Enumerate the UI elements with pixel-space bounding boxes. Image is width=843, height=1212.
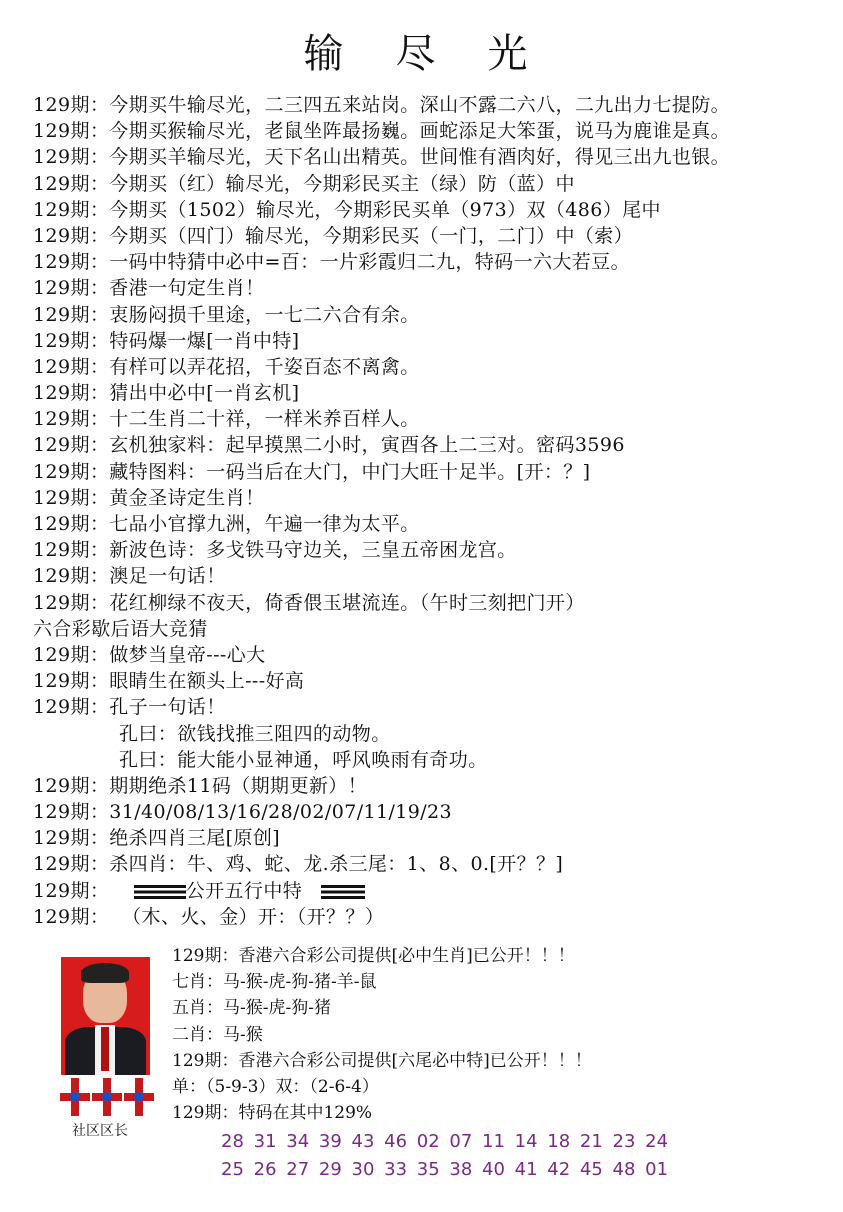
text-line: 129期：期期绝杀11码（期期更新）！ xyxy=(33,774,368,797)
text-line: 129期：七品小官撑九洲，午遍一律为太平。 xyxy=(33,513,420,535)
number-row: 25 26 27 29 30 33 35 38 40 41 42 45 48 01 xyxy=(221,1159,669,1180)
quote-line: 孔曰：能大能小显神通，呼风唤雨有奇功。 xyxy=(119,748,488,771)
text-line: 129期：特码爆一爆[一肖中特] xyxy=(33,329,300,352)
section-heading: 六合彩歇后语大竞猜 xyxy=(33,617,208,640)
triple-bar-icon xyxy=(134,885,186,899)
panel-line: 七肖：马-猴-虎-狗-猪-羊-鼠 xyxy=(172,972,377,993)
text-line: 129期：十二生肖二十祥，一样米养百样人。 xyxy=(33,408,420,431)
portrait-caption: 社区区长 xyxy=(72,1123,128,1139)
triple-bar-icon xyxy=(321,885,365,899)
number-row: 28 31 34 39 43 46 02 07 11 14 18 21 23 24 xyxy=(221,1131,669,1152)
cross-medal-icon xyxy=(92,1078,122,1116)
portrait-image xyxy=(61,957,150,1075)
text-line: 129期：眼睛生在额头上---好高 xyxy=(33,670,305,693)
text-line: 129期：今期买牛输尽光，二三四五来站岗。深山不露二六八，二九出力七提防。 xyxy=(33,94,731,116)
content-lines xyxy=(33,92,833,930)
text-line: 129期：猜出中必中[一肖玄机] xyxy=(33,382,300,405)
text-line: 129期：香港一句定生肖！ xyxy=(33,277,265,300)
wuxing-text: 公开五行中特 xyxy=(185,879,303,902)
wuxing-prefix: 129期： xyxy=(33,879,110,902)
panel-line: 129期：香港六合彩公司提供[必中生肖]已公开！！！ xyxy=(172,946,575,966)
panel-line: 129期：特码在其中129% xyxy=(172,1103,373,1124)
cross-medal-icon xyxy=(124,1078,154,1116)
text-line: 129期：一码中特猜中必中=百：一片彩霞归二九，特码一六大若豆。 xyxy=(33,251,630,274)
zodiac-panel xyxy=(172,943,832,1126)
text-line: 129期：做梦当皇帝---心大 xyxy=(33,643,266,666)
page-title: 输尽光 xyxy=(303,31,580,77)
text-line: 129期：绝杀四肖三尾[原创] xyxy=(33,827,281,850)
medals xyxy=(58,1078,156,1118)
text-line: 129期：31/40/08/13/16/28/02/07/11/19/23 xyxy=(33,801,453,824)
text-line: 129期：玄机独家料：起早摸黑二小时，寅酉各上二三对。密码3596 xyxy=(33,434,625,457)
text-line: 129期：孔子一句话！ xyxy=(33,696,226,719)
text-line: 129期： （木、火、金）开：（开？？） xyxy=(33,905,385,928)
text-line: 129期：新波色诗：多戈铁马守边关，三皇五帝困龙宫。 xyxy=(33,539,517,562)
panel-line: 129期：香港六合彩公司提供[六尾必中特]已公开！！！ xyxy=(172,1050,592,1071)
text-line: 129期：衷肠闷损千里途，一七二六合有余。 xyxy=(33,303,420,326)
cross-medal-icon xyxy=(60,1078,90,1116)
text-line: 129期：藏特图料：一码当后在大门，中门大旺十足半。[开：？] xyxy=(33,460,591,483)
text-line: 129期：今期买羊输尽光，天下名山出精英。世间惟有酒肉好，得见三出九也银。 xyxy=(33,146,731,169)
text-line: 129期：有样可以弄花招，千姿百态不离禽。 xyxy=(33,355,420,378)
wuxing-line xyxy=(33,878,833,904)
panel-line: 二肖：马-猴 xyxy=(172,1024,263,1045)
text-line: 129期：今期买猴输尽光，老鼠坐阵最扬巍。画蛇添足大笨蛋，说马为鹿谁是真。 xyxy=(33,120,731,143)
text-line: 129期：杀四肖：牛、鸡、蛇、龙.杀三尾：1、8、0.[开？？] xyxy=(33,853,564,876)
text-line: 129期：澳足一句话！ xyxy=(33,565,226,588)
text-line: 129期：今期买（四门）输尽光，今期彩民买（一门，二门）中（索） xyxy=(33,224,634,247)
text-line: 129期：黄金圣诗定生肖！ xyxy=(33,486,265,509)
text-line: 129期：花红柳绿不夜天，倚香偎玉堪流连。（午时三刻把门开） xyxy=(33,591,585,614)
panel-line: 单：（5-9-3）双：（2-6-4） xyxy=(172,1076,379,1097)
text-line: 129期：今期买（红）输尽光，今期彩民买主（绿）防（蓝）中 xyxy=(33,172,575,195)
quote-line: 孔曰：欲钱找推三阻四的动物。 xyxy=(119,722,391,745)
text-line: 129期：今期买（1502）输尽光，今期彩民买单（973）双（486）尾中 xyxy=(33,198,661,221)
panel-line: 五肖：马-猴-虎-狗-猪 xyxy=(172,998,331,1019)
